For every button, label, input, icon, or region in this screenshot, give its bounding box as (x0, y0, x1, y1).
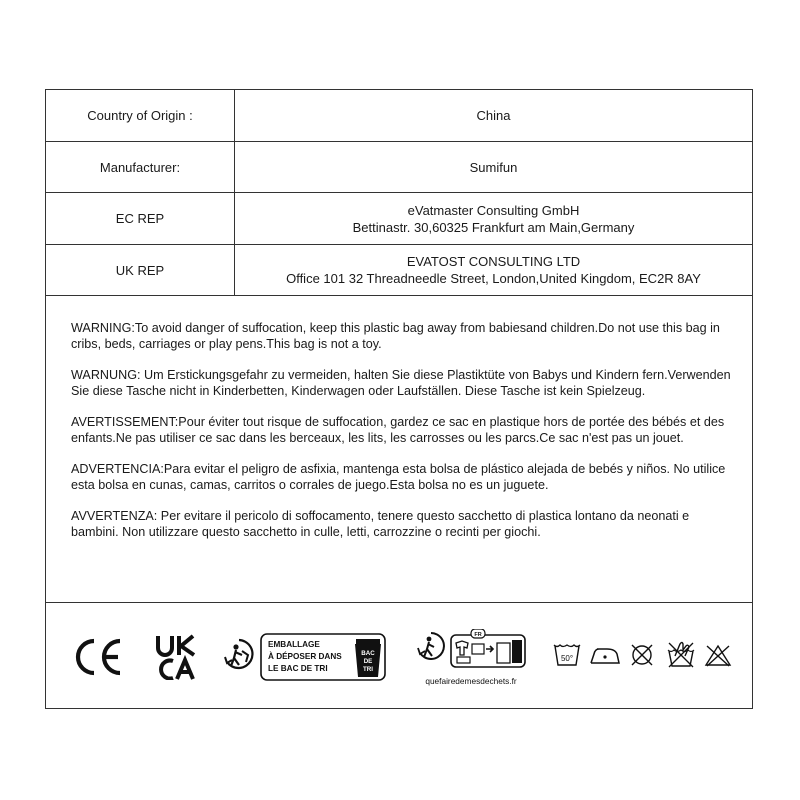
triman-text-line: À DÉPOSER DANS (268, 652, 342, 661)
warning-french: AVERTISSEMENT:Pour éviter tout risque de suffocation, gardez ce sac en plastique hors de portée des bébés et des enfants.Ne pas utiliser ce sac dans les berceaux, les lits, les carrosses ou les parcs.Ce sac n'est pas un jouet. (71, 415, 725, 445)
wash-temperature: 50° (560, 654, 574, 663)
recycling-bin-icon (260, 633, 386, 681)
warning-english: WARNING:To avoid danger of suffocation, keep this plastic bag away from babiesand children.Do not use this bag in cribs, beds, carriages or play pens.This bag is not a toy. (71, 321, 720, 351)
ec-rep-value (235, 193, 752, 244)
warnings-section (46, 296, 752, 603)
value-line: Bettinastr. 30,60325 Frankfurt am Main,Germany (352, 219, 635, 235)
bin-text-line: TRI (363, 666, 373, 673)
bin-text-line: DE (363, 658, 373, 665)
triman-text-line: LE BAC DE TRI (268, 664, 328, 673)
hand-wash-icon (666, 640, 696, 668)
triman-text-line: EMBALLAGE (268, 640, 320, 649)
ce-mark-icon (74, 637, 126, 677)
warning-german: WARNUNG: Um Erstickungsgefahr zu vermeiden, halten Sie diese Plastiktüte von Babys und Kindern fern.Verwenden Sie diese Tasche nicht in Kinderbetten, Kinderwagen oder Laufställen. Diese Tasche ist kein Spielzeug. (71, 368, 731, 398)
value-line: EVATOST CONSULTING LTD (406, 254, 581, 269)
warning-italian: AVVERTENZA: Per evitare il pericolo di soffocamento, tenere questo sacchetto di plastica lontano da neonati e bambini. Non utilizzare questo sacchetto in culle, letti, carrozzine o recinti per giochi. (71, 509, 690, 539)
ec-rep-label: EC REP (46, 193, 235, 244)
ukca-mark-icon (155, 634, 197, 680)
do-not-bleach-icon (630, 643, 654, 667)
triman-icon (222, 637, 256, 671)
warning-spanish: ADVERTENCIA:Para evitar el peligro de asfixia, mantenga esta bolsa de plástico alejada de bebés y niños. No utilice esta bolsa en cunas, camas, carritos o corrales de juego.Esta bolsa no es un juguete. (71, 462, 726, 492)
do-not-bleach-triangle-icon (704, 643, 732, 667)
wash-50-icon (553, 643, 581, 667)
value-line: Sumifun (469, 159, 518, 175)
iron-low-icon (589, 645, 621, 665)
table-row (46, 142, 752, 193)
table-row (46, 193, 752, 245)
fr-badge: FR (474, 632, 482, 638)
label-sheet (45, 89, 753, 709)
value-line: Office 101 32 Threadneedle Street, London,United Kingdom, EC2R 8AY (286, 271, 701, 286)
value-line: China (476, 108, 511, 123)
manufacturer-label: Manufacturer: (46, 142, 235, 192)
origin-value (235, 90, 752, 141)
website-link: quefairedemesdechets.fr (425, 676, 517, 686)
sorting-info-icon (415, 629, 527, 687)
table-row (46, 245, 752, 296)
manufacturer-value (235, 142, 752, 192)
uk-rep-label: UK REP (46, 245, 235, 295)
bin-text-line: BAC (361, 650, 375, 657)
certification-marks (46, 603, 752, 708)
value-line: eVatmaster Consulting GmbH (407, 202, 580, 218)
table-row (46, 90, 752, 142)
uk-rep-value (235, 245, 752, 295)
origin-label: Country of Origin : (46, 90, 235, 141)
